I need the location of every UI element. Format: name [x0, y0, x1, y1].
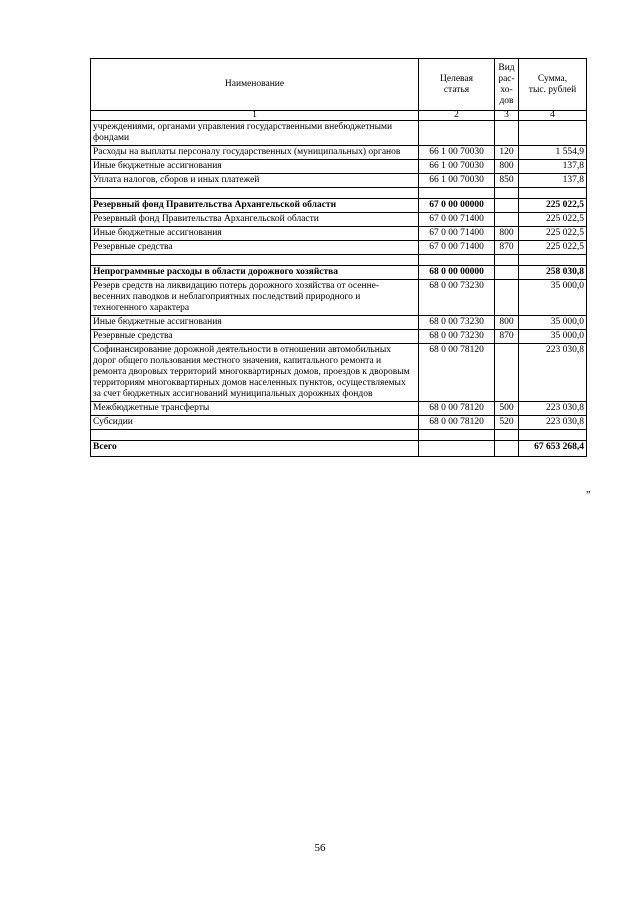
row-kind: 870 [495, 330, 519, 344]
header-code-line2: статья [443, 84, 470, 95]
table-row-section [91, 199, 587, 213]
header-name [91, 59, 419, 111]
row-code: 66 1 00 70030 [419, 146, 495, 160]
header-sum-line1: Сумма, [537, 73, 568, 84]
row-name: Резервный фонд Правительства Архангельской области [91, 213, 419, 227]
table-row [91, 330, 587, 344]
table-row [91, 121, 587, 146]
row-code: 68 0 00 73230 [419, 280, 495, 316]
row-code: 66 1 00 70030 [419, 160, 495, 174]
column-number-2: 2 [419, 111, 495, 121]
table-row [91, 227, 587, 241]
total-row [91, 441, 587, 457]
row-sum: 35 000,0 [519, 330, 587, 344]
row-kind: 800 [495, 160, 519, 174]
row-name: Межбюджетные трансферты [91, 402, 419, 416]
row-kind: 850 [495, 174, 519, 188]
header-kind [495, 59, 519, 111]
row-sum: 225 022,5 [519, 241, 587, 255]
total-code [419, 441, 495, 457]
table-row [91, 316, 587, 330]
total-sum: 67 653 268,4 [519, 441, 587, 457]
row-code [419, 121, 495, 146]
header-sum-line2: тыс. рублей [528, 84, 577, 95]
column-number-row [91, 111, 587, 121]
header-kind-line3: хо- [500, 84, 513, 95]
row-code: 67 0 00 71400 [419, 213, 495, 227]
row-sum: 35 000,0 [519, 316, 587, 330]
row-name: Резервный фонд Правительства Архангельской области [91, 199, 419, 213]
total-label: Всего [91, 441, 419, 457]
table-row [91, 280, 587, 316]
closing-quote-mark: ” [586, 490, 591, 501]
row-name: Иные бюджетные ассигнования [91, 160, 419, 174]
row-name: Расходы на выплаты персоналу государственных (муниципальных) органов [91, 146, 419, 160]
column-number-4: 4 [519, 111, 587, 121]
row-sum: 223 030,8 [519, 344, 587, 402]
row-kind: 520 [495, 416, 519, 430]
row-sum: 223 030,8 [519, 416, 587, 430]
row-kind: 800 [495, 316, 519, 330]
table-row [91, 146, 587, 160]
header-name-label: Наименование [224, 79, 285, 89]
spacer-row [91, 430, 587, 441]
header-kind-line1: Вид [498, 62, 515, 73]
header-code [419, 59, 495, 111]
row-sum: 1 554,9 [519, 146, 587, 160]
row-name: Иные бюджетные ассигнования [91, 227, 419, 241]
row-name: Софинансирование дорожной деятельности в отношении автомобильных дорог общего пользования местного значения, капитального ремонта и ремонта дворовых территорий многоквартирных домов, проездов к дворовым территориям многоквартирных домов населенных пунктов, осуществляемых за счет бюджетных ассигнований муниципальных дорожных фондов [91, 344, 419, 402]
column-number-1: 1 [91, 111, 419, 121]
row-code: 68 0 00 78120 [419, 402, 495, 416]
page-number: 56 [314, 842, 326, 854]
column-number-3: 3 [495, 111, 519, 121]
row-sum: 35 000,0 [519, 280, 587, 316]
row-code: 67 0 00 71400 [419, 241, 495, 255]
row-code: 67 0 00 71400 [419, 227, 495, 241]
table-row [91, 241, 587, 255]
table-row [91, 344, 587, 402]
row-kind [495, 344, 519, 402]
table-row [91, 213, 587, 227]
row-name: Резервные средства [91, 330, 419, 344]
row-code: 68 0 00 78120 [419, 344, 495, 402]
budget-table [90, 58, 587, 457]
header-kind-line4: дов [499, 95, 514, 106]
row-kind: 120 [495, 146, 519, 160]
row-kind [495, 213, 519, 227]
row-code: 66 1 00 70030 [419, 174, 495, 188]
row-sum: 225 022,5 [519, 213, 587, 227]
row-kind: 870 [495, 241, 519, 255]
row-code: 68 0 00 73230 [419, 316, 495, 330]
row-name: Резерв средств на ликвидацию потерь дорожного хозяйства от осенне-весенних паводков и неблагоприятных последствий природного и техногенного характера [91, 280, 419, 316]
row-sum: 223 030,8 [519, 402, 587, 416]
row-name: Субсидии [91, 416, 419, 430]
table-row [91, 416, 587, 430]
table-row [91, 402, 587, 416]
total-kind [495, 441, 519, 457]
row-kind: 500 [495, 402, 519, 416]
row-code: 67 0 00 00000 [419, 199, 495, 213]
row-name: учреждениями, органами управления государственными внебюджетными фондами [91, 121, 419, 146]
spacer-row [91, 255, 587, 266]
row-kind [495, 280, 519, 316]
row-sum: 258 030,8 [519, 266, 587, 280]
row-sum: 225 022,5 [519, 199, 587, 213]
header-sum [519, 59, 587, 111]
table-row [91, 174, 587, 188]
spacer-row [91, 188, 587, 199]
row-name: Уплата налогов, сборов и иных платежей [91, 174, 419, 188]
row-kind: 800 [495, 227, 519, 241]
row-name: Непрограммные расходы в области дорожного хозяйства [91, 266, 419, 280]
row-code: 68 0 00 00000 [419, 266, 495, 280]
table-header-row [91, 59, 587, 111]
row-code: 68 0 00 78120 [419, 416, 495, 430]
row-name: Иные бюджетные ассигнования [91, 316, 419, 330]
row-sum: 225 022,5 [519, 227, 587, 241]
row-sum [519, 121, 587, 146]
row-name: Резервные средства [91, 241, 419, 255]
row-kind [495, 121, 519, 146]
row-code: 68 0 00 73230 [419, 330, 495, 344]
row-kind [495, 266, 519, 280]
header-kind-line2: рас- [498, 73, 515, 84]
header-code-line1: Целевая [440, 73, 473, 84]
table-row-section [91, 266, 587, 280]
row-kind [495, 199, 519, 213]
row-sum: 137,8 [519, 174, 587, 188]
row-sum: 137,8 [519, 160, 587, 174]
table-row [91, 160, 587, 174]
